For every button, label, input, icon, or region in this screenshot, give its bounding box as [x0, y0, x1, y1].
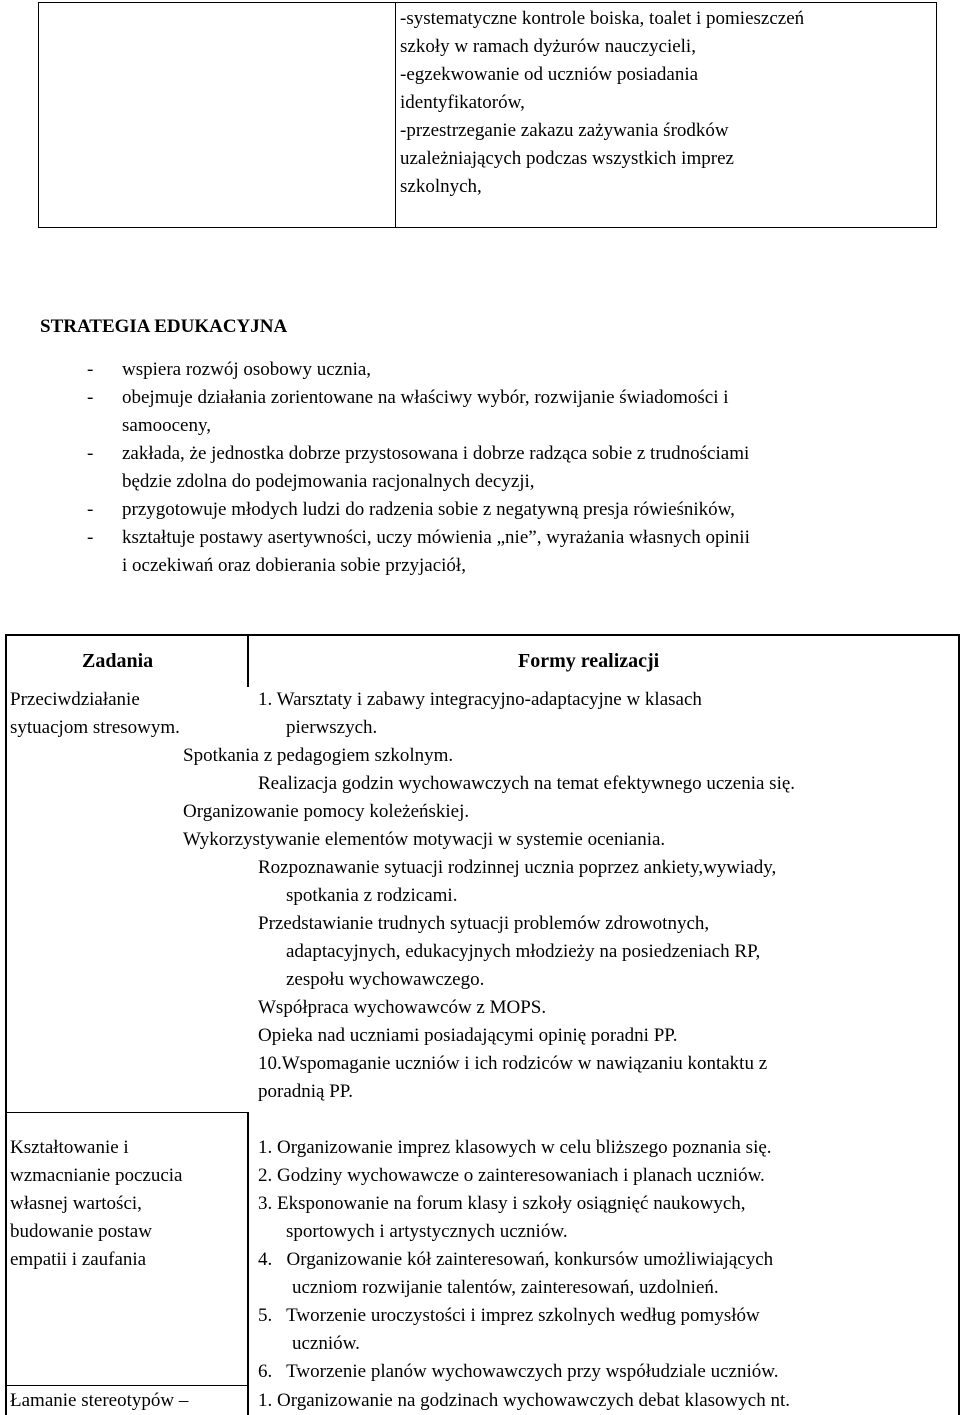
- header-forms: Formy realizacji: [518, 650, 660, 672]
- task-label: własnej wartości,: [10, 1193, 142, 1214]
- form-item: Wykorzystywanie elementów motywacji w systemie oceniania.: [183, 829, 666, 850]
- form-item: 6. Tworzenie planów wychowawczych przy współudziale uczniów.: [258, 1361, 779, 1382]
- table-col-divider: [247, 1112, 249, 1415]
- form-item: 1. Organizowanie imprez klasowych w celu bliższego poznania się.: [258, 1137, 772, 1158]
- form-item: Spotkania z pedagogiem szkolnym.: [183, 745, 454, 766]
- form-item: spotkania z rodzicami.: [286, 885, 458, 906]
- form-item: uczniom rozwijanie talentów, zainteresowań, uzdolnień.: [292, 1277, 719, 1298]
- form-item: pierwszych.: [286, 717, 378, 738]
- form-item: Realizacja godzin wychowawczych na temat efektywnego uczenia się.: [258, 773, 796, 794]
- strategy-item: zakłada, że jednostka dobrze przystosowana i dobrze radząca sobie z trudnościami: [122, 443, 750, 464]
- form-item: Organizowanie pomocy koleżeńskiej.: [183, 801, 470, 822]
- strategy-item: obejmuje działania zorientowane na właściwy wybór, rozwijanie świadomości i: [122, 387, 729, 408]
- table-row-separator: [5, 1112, 249, 1113]
- form-item: Przedstawianie trudnych sytuacji problemów zdrowotnych,: [258, 913, 710, 934]
- top-cell-line: -egzekwowanie od uczniów posiadania: [400, 64, 699, 85]
- form-item: 10.Wspomaganie uczniów i ich rodziców w nawiązaniu kontaktu z: [258, 1053, 768, 1074]
- table-top-border: [5, 634, 960, 636]
- form-item: Rozpoznawanie sytuacji rodzinnej ucznia poprzez ankiety,wywiady,: [258, 857, 777, 878]
- task-label: Łamanie stereotypów –: [10, 1390, 189, 1411]
- strategy-heading: STRATEGIA EDUKACYJNA: [40, 316, 288, 337]
- form-item: zespołu wychowawczego.: [286, 969, 485, 990]
- top-cell-line: uzależniających podczas wszystkich imprez: [400, 148, 734, 169]
- strategy-item: będzie zdolna do podejmowania racjonalnych decyzji,: [122, 471, 535, 492]
- task-label: Przeciwdziałanie: [10, 689, 140, 710]
- form-item: 1. Organizowanie na godzinach wychowawczych debat klasowych nt.: [258, 1390, 790, 1411]
- header-tasks: Zadania: [82, 650, 154, 672]
- table-row-separator: [5, 1385, 249, 1386]
- strategy-item: przygotowuje młodych ludzi do radzenia sobie z negatywną presja rówieśników,: [122, 499, 735, 520]
- form-item: Współpraca wychowawców z MOPS.: [258, 997, 547, 1018]
- task-label: empatii i zaufania: [10, 1249, 147, 1270]
- task-label: sytuacjom stresowym.: [10, 717, 180, 738]
- form-item: poradnią PP.: [258, 1081, 353, 1102]
- strategy-dash: -: [87, 499, 94, 520]
- top-cell-line: -systematyczne kontrole boiska, toalet i pomieszczeń: [400, 8, 805, 29]
- table-left-border: [5, 634, 7, 1415]
- strategy-item: samooceny,: [122, 415, 211, 436]
- form-item: 1. Warsztaty i zabawy integracyjno-adaptacyjne w klasach: [258, 689, 702, 710]
- top-table-divider: [395, 3, 396, 227]
- top-cell-line: -przestrzeganie zakazu zażywania środków: [400, 120, 729, 141]
- strategy-dash: -: [87, 359, 94, 380]
- strategy-dash: -: [87, 443, 94, 464]
- strategy-item: wspiera rozwój osobowy ucznia,: [122, 359, 372, 380]
- task-label: budowanie postaw: [10, 1221, 152, 1242]
- top-cell-line: szkolnych,: [400, 176, 482, 197]
- form-item: adaptacyjnych, edukacyjnych młodzieży na posiedzeniach RP,: [286, 941, 761, 962]
- top-cell-line: identyfikatorów,: [400, 92, 525, 113]
- strategy-dash: -: [87, 387, 94, 408]
- strategy-item: kształtuje postawy asertywności, uczy mówienia „nie”, wyrażania własnych opinii: [122, 527, 750, 548]
- form-item: sportowych i artystycznych uczniów.: [286, 1221, 568, 1242]
- form-item: 4. Organizowanie kół zainteresowań, konkursów umożliwiających: [258, 1249, 774, 1270]
- form-item: Opieka nad uczniami posiadającymi opinię poradni PP.: [258, 1025, 678, 1046]
- strategy-item: i oczekiwań oraz dobierania sobie przyjaciół,: [122, 555, 466, 576]
- form-item: 5. Tworzenie uroczystości i imprez szkolnych według pomysłów: [258, 1305, 760, 1326]
- form-item: uczniów.: [292, 1333, 360, 1354]
- form-item: 2. Godziny wychowawcze o zainteresowaniach i planach uczniów.: [258, 1165, 765, 1186]
- table-header-divider: [247, 634, 249, 687]
- task-label: Kształtowanie i: [10, 1137, 129, 1158]
- top-cell-line: szkoły w ramach dyżurów nauczycieli,: [400, 36, 696, 57]
- strategy-dash: -: [87, 527, 94, 548]
- task-label: wzmacnianie poczucia: [10, 1165, 183, 1186]
- form-item: 3. Eksponowanie na forum klasy i szkoły osiągnięć naukowych,: [258, 1193, 746, 1214]
